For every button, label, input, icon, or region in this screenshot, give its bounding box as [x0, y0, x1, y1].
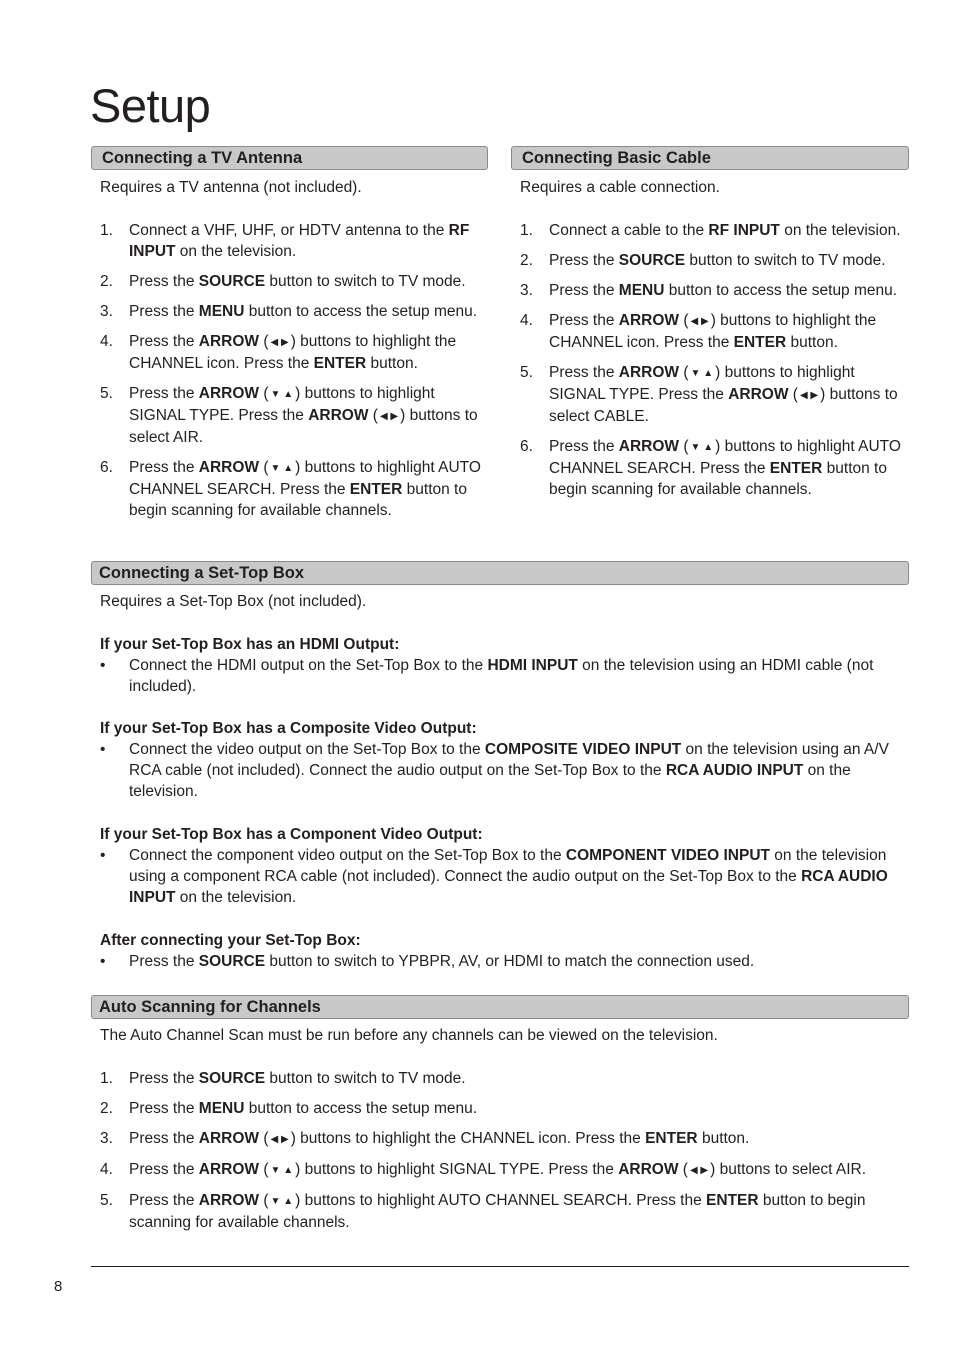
autoscan-intro: The Auto Channel Scan must be run before any channels can be viewed on the television.: [100, 1027, 718, 1044]
component-list: [100, 845, 900, 908]
hdmi-instruction: • Connect the HDMI output on the Set-Top Box to the HDMI INPUT on the television using an HDMI cable (not included).: [100, 657, 874, 695]
autoscan-step-5: 5. Press the ARROW ( ▼ ▲ ) buttons to highlight AUTO CHANNEL SEARCH. Press the ENTER button to begin scanning for available channels.: [100, 1192, 866, 1231]
section-header-set-top-box: Connecting a Set-Top Box: [91, 561, 909, 585]
composite-subheading: If your Set-Top Box has a Composite Video Output:: [100, 720, 477, 737]
autoscan-step-3: 3. Press the ARROW ( ◀ ▶ ) buttons to highlight the CHANNEL icon. Press the ENTER button.: [100, 1128, 908, 1150]
cable-step-3: 3. Press the MENU button to access the setup menu.: [520, 282, 898, 299]
page-title: Setup: [90, 79, 211, 132]
down-up-arrow-icon: ▼ ▲: [270, 1165, 294, 1176]
section-header-tv-antenna: Connecting a TV Antenna: [91, 146, 488, 170]
footer-divider: [91, 1266, 909, 1267]
antenna-step-6: 6. Press the ARROW ( ▼ ▲ ) buttons to highlight AUTO CHANNEL SEARCH. Press the ENTER button to begin scanning for available channels.: [100, 459, 481, 519]
left-right-arrow-icon: ◀ ▶: [270, 1134, 289, 1145]
component-instruction: • Connect the component video output on the Set-Top Box to the COMPONENT VIDEO INPUT on the television using a component RCA cable (not included). Connect the audio output on the Set-Top Box to the RCA AUDIO INPUT on the television.: [100, 847, 888, 906]
cable-step-1: 1. Connect a cable to the RF INPUT on the television.: [520, 222, 901, 239]
autoscan-step-2: 2. Press the MENU button to access the setup menu.: [100, 1100, 478, 1117]
left-right-arrow-icon: ◀ ▶: [799, 390, 819, 401]
after-instruction: • Press the SOURCE button to switch to YPBPR, AV, or HDMI to match the connection used.: [100, 953, 755, 970]
down-up-arrow-icon: ▼ ▲: [690, 368, 714, 379]
composite-list: [100, 739, 900, 802]
cable-steps: [520, 220, 912, 509]
left-right-arrow-icon: ◀ ▶: [270, 337, 289, 348]
antenna-step-2: 2. Press the SOURCE button to switch to TV mode.: [100, 273, 466, 290]
antenna-step-5: 5. Press the ARROW ( ▼ ▲ ) buttons to highlight SIGNAL TYPE. Press the ARROW ( ◀ ▶ ) buttons to select AIR.: [100, 385, 478, 446]
left-right-arrow-icon: ◀ ▶: [379, 411, 399, 422]
antenna-step-1: 1. Connect a VHF, UHF, or HDTV antenna to the RF INPUT on the television.: [100, 222, 470, 260]
antenna-step-4: 4. Press the ARROW ( ◀ ▶ ) buttons to highlight the CHANNEL icon. Press the ENTER button.: [100, 333, 457, 372]
left-right-arrow-icon: ◀ ▶: [690, 316, 709, 327]
antenna-step-3: 3. Press the MENU button to access the setup menu.: [100, 303, 478, 320]
autoscan-step-1: 1. Press the SOURCE button to switch to TV mode.: [100, 1070, 466, 1087]
component-subheading: If your Set-Top Box has a Component Video Output:: [100, 826, 483, 843]
autoscan-steps: [100, 1068, 908, 1242]
down-up-arrow-icon: ▼ ▲: [690, 442, 714, 453]
autoscan-step-4: 4. Press the ARROW ( ▼ ▲ ) buttons to highlight SIGNAL TYPE. Press the ARROW ( ◀ ▶ ) buttons to select AIR.: [100, 1159, 908, 1181]
antenna-steps: [100, 220, 492, 530]
cable-intro: Requires a cable connection.: [520, 179, 720, 196]
down-up-arrow-icon: ▼ ▲: [270, 1196, 294, 1207]
cable-step-4: 4. Press the ARROW ( ◀ ▶ ) buttons to highlight the CHANNEL icon. Press the ENTER button.: [520, 312, 877, 351]
page-number: 8: [54, 1278, 63, 1295]
down-up-arrow-icon: ▼ ▲: [270, 463, 294, 474]
left-right-arrow-icon: ◀ ▶: [689, 1165, 709, 1176]
section-header-basic-cable: Connecting Basic Cable: [511, 146, 909, 170]
settop-intro: Requires a Set-Top Box (not included).: [100, 593, 367, 610]
down-up-arrow-icon: ▼ ▲: [270, 389, 294, 400]
composite-instruction: • Connect the video output on the Set-Top Box to the COMPOSITE VIDEO INPUT on the television using an A/V RCA cable (not included). Connect the audio output on the Set-Top Box to the RCA AUDIO INPUT on the television.: [100, 741, 889, 800]
cable-step-5: 5. Press the ARROW ( ▼ ▲ ) buttons to highlight SIGNAL TYPE. Press the ARROW ( ◀ ▶ ) buttons to select CABLE.: [520, 364, 898, 425]
antenna-intro: Requires a TV antenna (not included).: [100, 179, 362, 196]
hdmi-subheading: If your Set-Top Box has an HDMI Output:: [100, 636, 400, 653]
after-subheading: After connecting your Set-Top Box:: [100, 932, 361, 949]
hdmi-list: [100, 655, 900, 697]
section-header-auto-scanning: Auto Scanning for Channels: [91, 995, 909, 1019]
after-list: [100, 951, 900, 972]
cable-step-2: 2. Press the SOURCE button to switch to TV mode.: [520, 252, 886, 269]
cable-step-6: 6. Press the ARROW ( ▼ ▲ ) buttons to highlight AUTO CHANNEL SEARCH. Press the ENTER button to begin scanning for available channels.: [520, 438, 901, 498]
